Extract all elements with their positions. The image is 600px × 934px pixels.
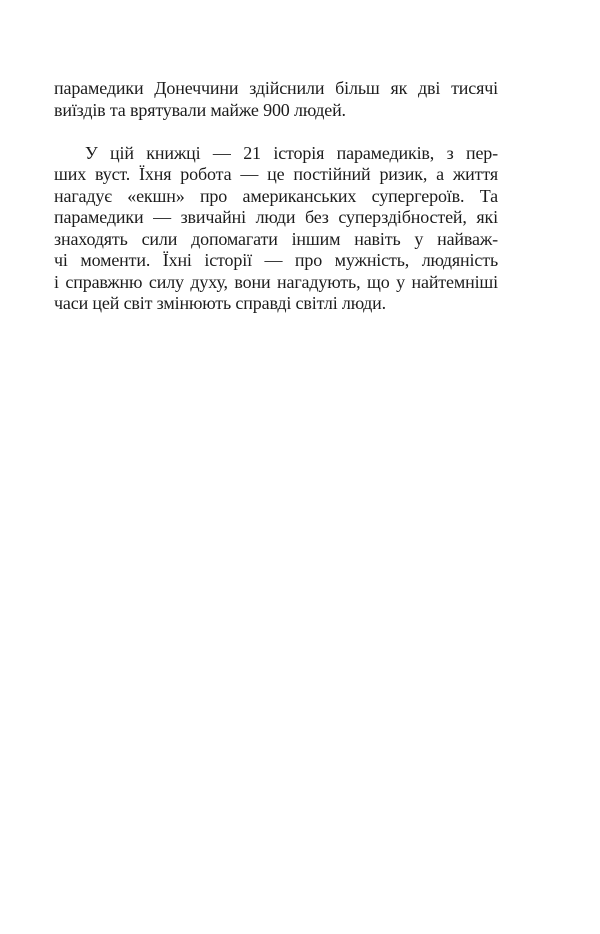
text-line: виїздів та врятували майже 900 людей.: [54, 99, 346, 120]
text-line: У цій книжці — 21 історія парамедиків, з пер-: [85, 142, 498, 163]
text-line: парамедики Донеччини здійснили більш як дві тисячі: [54, 78, 498, 98]
text-line: ших вуст. Їхня робота — це постійний ризик, а життя: [54, 164, 498, 184]
text-line: парамедики — звичайні люди без суперздібностей, які: [54, 207, 498, 227]
text-line: нагадує «екшн» про американських супергероїв. Та: [54, 185, 498, 206]
paragraph: [54, 143, 498, 315]
paragraph: [54, 78, 498, 121]
text-line: і справжню силу духу, вони нагадують, що у найтемніші: [54, 271, 498, 292]
text-line: чі моменти. Їхні історії — про мужність, людяність: [54, 250, 498, 270]
page-text: [54, 78, 498, 315]
text-line: часи цей світ змінюють справді світлі люди.: [54, 293, 386, 313]
text-line: знаходять сили допомагати іншим навіть у найваж-: [54, 228, 498, 249]
